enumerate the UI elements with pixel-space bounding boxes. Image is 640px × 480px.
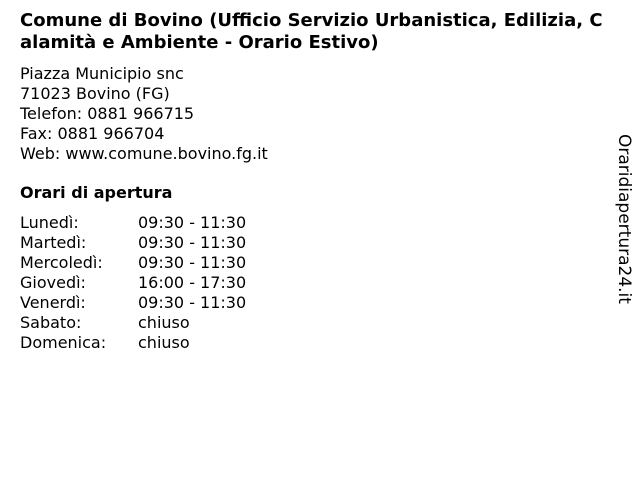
fax-number: Fax: 0881 966704	[20, 124, 165, 143]
hours-row-thursday	[20, 273, 246, 293]
time-value: 09:30 - 11:30	[138, 213, 247, 232]
city-address: 71023 Bovino (FG)	[20, 84, 170, 103]
street-address: Piazza Municipio snc	[20, 64, 184, 83]
day-label: Lunedì:	[20, 213, 79, 232]
website: Web: www.comune.bovino.fg.it	[20, 144, 268, 163]
time-value: chiuso	[138, 333, 190, 352]
day-label: Martedì:	[20, 233, 87, 252]
hours-row-tuesday	[20, 233, 246, 253]
day-label: Venerdì:	[20, 293, 86, 312]
hours-row-sunday	[20, 333, 246, 353]
hours-row-saturday	[20, 313, 246, 333]
time-value: 16:00 - 17:30	[138, 273, 247, 292]
day-label: Giovedì:	[20, 273, 86, 292]
hours-heading: Orari di apertura	[20, 183, 173, 202]
opening-hours-table	[20, 213, 246, 353]
day-label: Sabato:	[20, 313, 82, 332]
time-value: 09:30 - 11:30	[138, 253, 247, 272]
page-title: Comune di Bovino (Ufficio Servizio Urbanistica, Edilizia, Calamità e Ambiente - Orario Estivo)	[20, 10, 603, 53]
day-label: Domenica:	[20, 333, 107, 352]
site-watermark: Oraridiapertura24.it	[614, 134, 634, 304]
time-value: chiuso	[138, 313, 190, 332]
hours-row-friday	[20, 293, 246, 313]
hours-row-monday	[20, 213, 246, 233]
hours-row-wednesday	[20, 253, 246, 273]
time-value: 09:30 - 11:30	[138, 233, 247, 252]
time-value: 09:30 - 11:30	[138, 293, 247, 312]
phone-number: Telefon: 0881 966715	[20, 104, 195, 123]
day-label: Mercoledì:	[20, 253, 103, 272]
address-block	[20, 64, 268, 164]
